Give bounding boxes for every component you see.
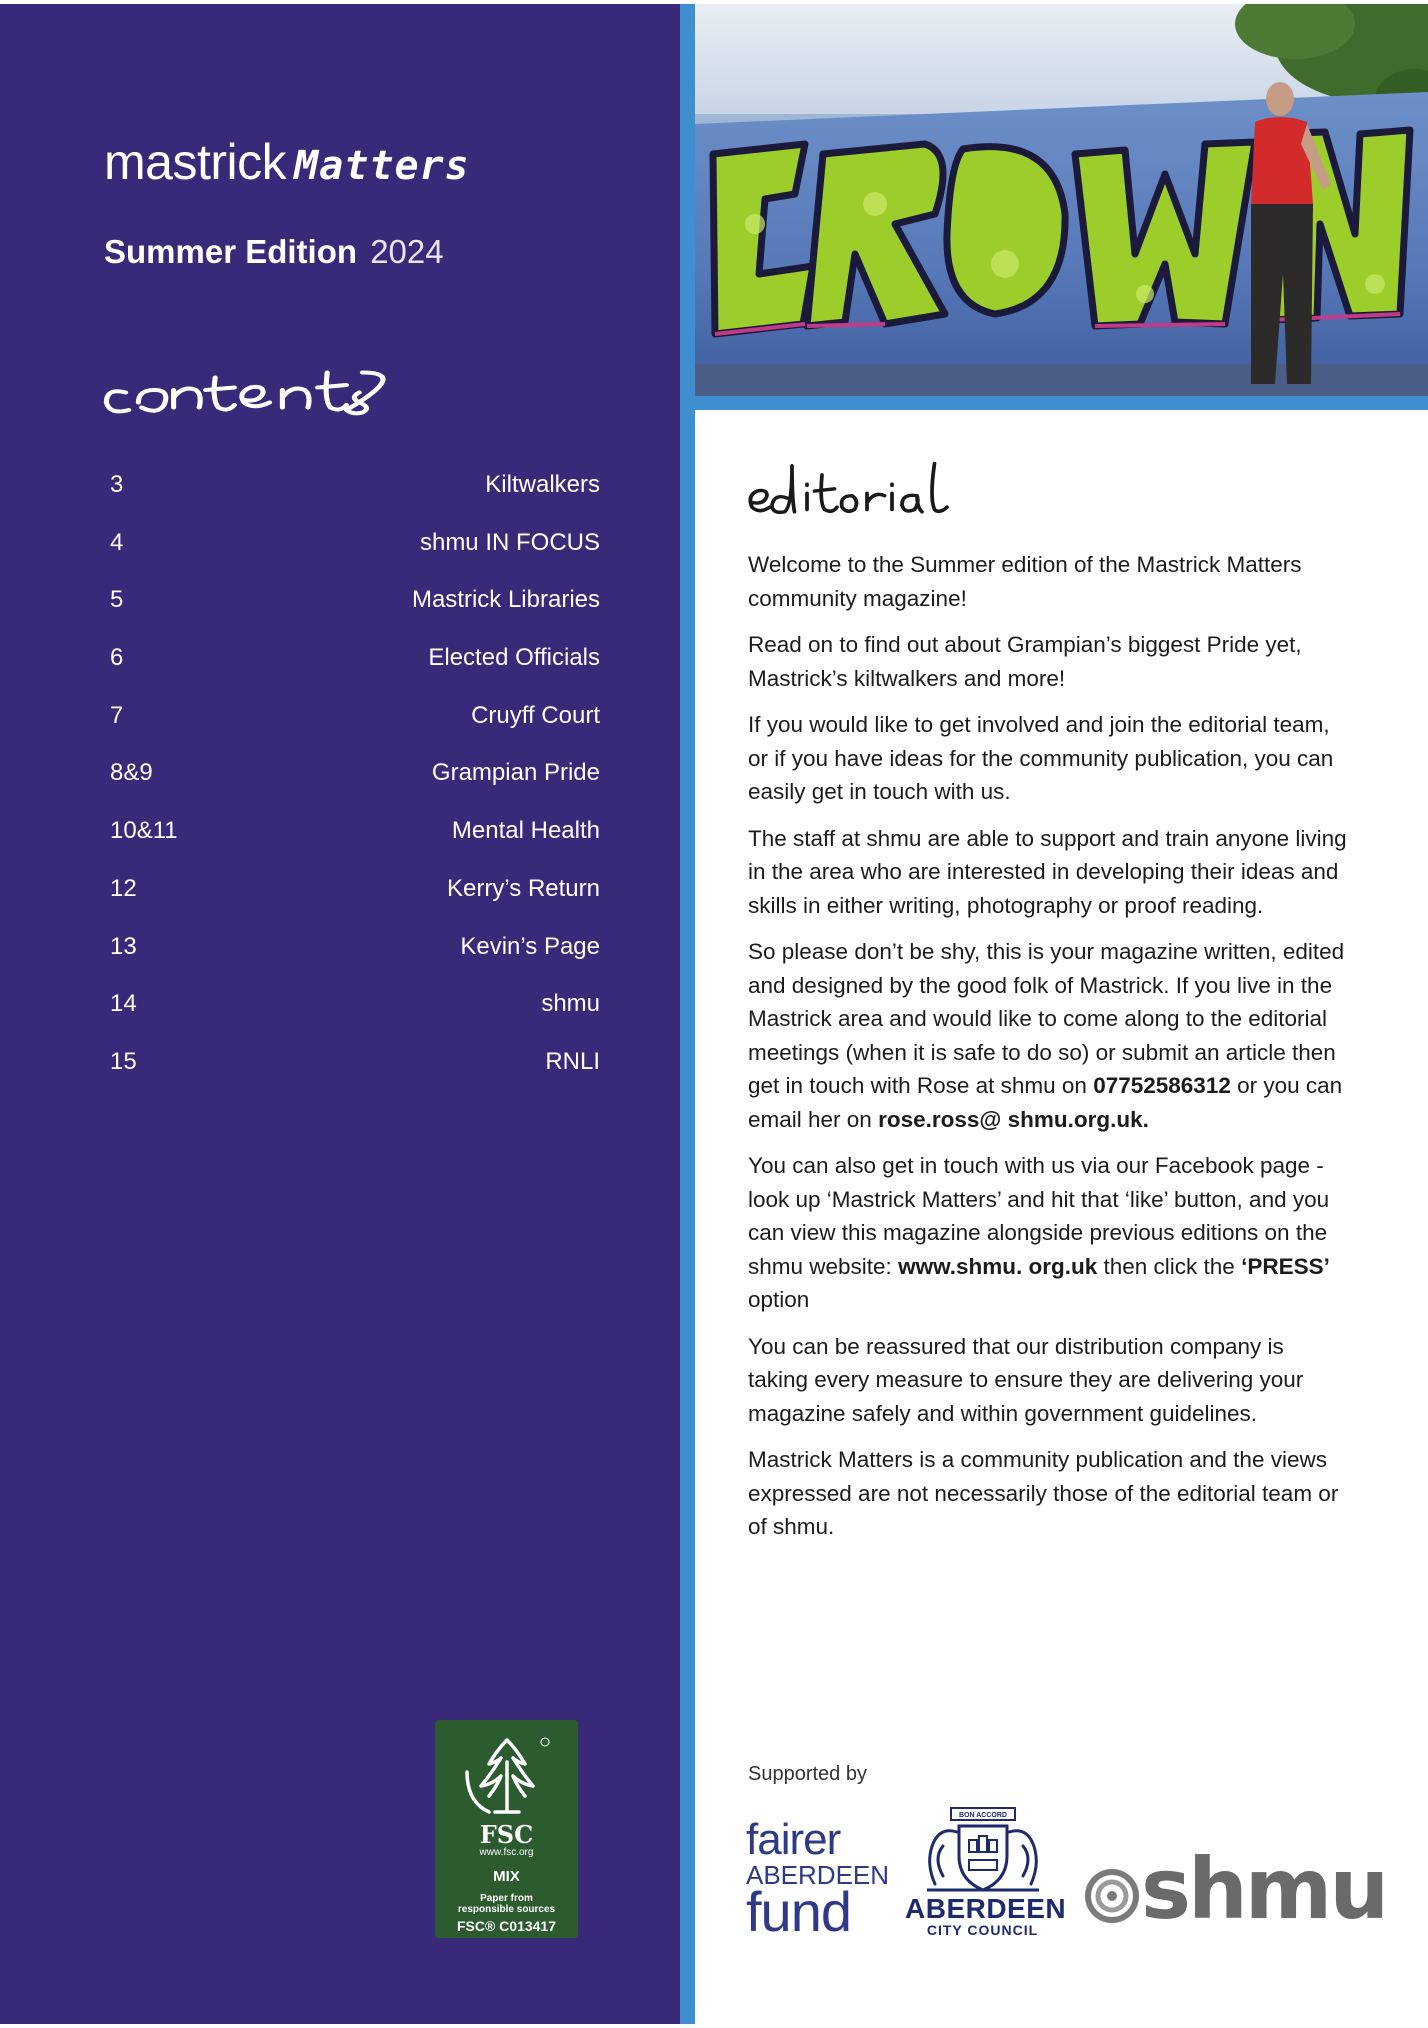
hero-photo [695,4,1428,396]
toc-item[interactable] [110,465,600,523]
fsc-desc-line1: Paper from [480,1893,533,1904]
council-name-line2: CITY COUNCIL [926,1922,1039,1938]
editorial-paragraph: You can be reassured that our distribution company is taking every measure to ensure they are delivering your magazine safely and within government guidelines. [748,1333,1304,1426]
phone-number[interactable]: 07752586312 [1093,1073,1231,1098]
fsc-description [435,1893,578,1915]
toc-item[interactable] [110,638,600,696]
fsc-name: FSC [479,1820,534,1849]
toc-page: 6 [110,644,124,672]
fsc-mix: MIX [493,1868,520,1885]
masthead-logo [104,133,470,191]
p6-text-c: option [748,1287,810,1312]
p6-text-a: You can also get in touch with us via our Facebook page - look up ‘Mastrick Matters’ and hit that ‘like’ button, and you can view this magazine alongside previous editions on the shmu website: [748,1153,1330,1279]
editorial-body [748,548,1348,1557]
table-of-contents [110,465,600,1100]
toc-title: Kevin’s Page [460,932,600,960]
masthead-brand: mastrick [104,134,287,190]
supported-by-label: Supported by [748,1763,867,1785]
toc-item[interactable] [110,753,600,811]
edition-year: 2024 [370,233,444,270]
editorial-paragraph [748,1149,1348,1317]
toc-title: Mental Health [451,817,600,845]
editorial-paragraph [748,935,1348,1136]
toc-item[interactable] [110,811,600,869]
fsc-url: www.fsc.org [479,1847,534,1858]
editorial-paragraph: Welcome to the Summer edition of the Mastrick Matters community magazine! [748,552,1302,611]
toc-title: shmu IN FOCUS [419,528,600,556]
toc-page: 3 [110,471,124,498]
toc-title: RNLI [545,1047,600,1075]
toc-item[interactable] [110,927,600,985]
aberdeen-city-council-logo [905,1806,1067,1941]
p5-text-b: or you can email her on [748,1073,1343,1132]
email-link[interactable]: rose.ross@ shmu.org.uk. [878,1106,1149,1132]
toc-page: 13 [110,932,137,960]
editorial-paragraph: Mastrick Matters is a community publication and the views expressed are not necessarily those of the editorial team or of shmu. [748,1447,1339,1539]
toc-page: 15 [110,1047,137,1075]
p5-text-a: So please don’t be shy, this is your magazine written, edited and designed by the good folk of Mastrick. If you live in the Mastrick area and would like to come along to the editorial meetings (when it is safe to do so) or submit an article then get in touch with Rose at shmu on [748,939,1345,1098]
fsc-tree-icon [461,1732,553,1817]
shmu-spiral-icon [1083,1860,1141,1940]
toc-page: 10&11 [110,817,178,845]
council-crest-icon [913,1806,1053,1894]
fsc-desc-line2: responsible sources [457,1904,556,1915]
fairer-aberdeen-fund-logo [746,1815,890,1943]
divider-stripe [680,4,695,2024]
toc-item[interactable] [110,1042,600,1100]
toc-page: 7 [110,701,124,729]
hero-bottom-bar [695,396,1428,410]
masthead-brand-script: Matters [294,143,470,189]
toc-item[interactable] [110,984,600,1042]
p6-text-b: then click the [1097,1253,1242,1279]
editorial-paragraph: If you would like to get involved and join the editorial team, or if you have ideas for the community publication, you can easily get in touch with us. [748,712,1334,804]
toc-page: 8&9 [110,759,153,787]
toc-page: 5 [110,586,124,614]
shmu-logo [1083,1840,1387,1938]
toc-item[interactable] [110,523,600,581]
toc-page: 12 [110,874,137,902]
fairer-logo-line2: ABERDEEN [746,1860,890,1890]
fairer-logo-line1: fairer [746,1815,841,1864]
fairer-logo-line3: fund [746,1880,851,1943]
council-name-line1: ABERDEEN [905,1893,1067,1924]
toc-page: 4 [110,528,124,556]
toc-title: Mastrick Libraries [411,586,600,614]
press-option: ‘PRESS’ [1241,1253,1330,1279]
toc-title: Kerry’s Return [447,874,600,902]
toc-item[interactable] [110,696,600,754]
toc-title: shmu [541,990,600,1018]
toc-item[interactable] [110,580,600,638]
toc-title: Elected Officials [428,644,600,672]
toc-title: Kiltwalkers [485,471,600,498]
contents-heading-script [100,350,400,440]
editorial-paragraph: Read on to find out about Grampian’s biggest Pride yet, Mastrick’s kiltwalkers and more! [748,632,1302,691]
editorial-paragraph: The staff at shmu are able to support and train anyone living in the area who are interested in developing their ideas and skills in either writing, photography or proof reading. [748,825,1347,918]
shmu-wordmark: shmu [1141,1840,1387,1938]
edition-title [104,233,444,271]
toc-page: 14 [110,990,137,1018]
fsc-badge [435,1720,578,1938]
toc-title: Grampian Pride [431,759,600,787]
edition-label: Summer Edition [104,233,358,270]
toc-item[interactable] [110,869,600,927]
website-link[interactable]: www.shmu. org.uk [898,1253,1098,1279]
fsc-code: FSC® C013417 [456,1918,557,1934]
editorial-heading-script [742,452,962,522]
council-motto: BON ACCORD [958,1812,1007,1819]
graffiti-wall-image [695,4,1428,396]
toc-title: Cruyff Court [471,701,600,729]
